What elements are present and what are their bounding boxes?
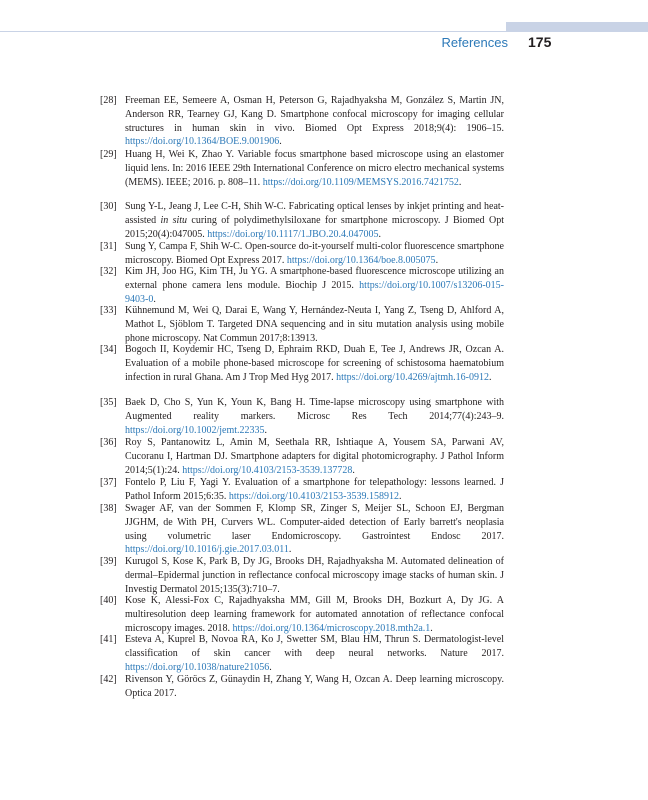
reference-number: [38] — [100, 503, 117, 514]
reference-text: Kose K, Alessi-Fox C, Rajadhyaksha MM, Gill M, Brooks DH, Bozkurt A, Dy JG. A multiresolution deep learning framework for automated annotation of reflectance confocal microscopy images. 2018. — [125, 595, 504, 634]
reference-number: [36] — [100, 437, 117, 448]
reference-item — [100, 304, 504, 345]
reference-item: [29] Huang H, Wei K, Zhao Y. Variable focus smartphone based microscope using an elastomer liquid lens. In: 2016 IEEE 29th International Conference on micro electro mechanical systems (MEMS). IEEE; 2016. p. 808–11. https://doi.org/10.1109/MEMSYS.2016.7421752. — [100, 149, 504, 188]
reference-doi-link[interactable]: https://doi.org/10.4269/ajtmh.16-0912 — [336, 371, 489, 383]
reference-text: Huang H, Wei K, Zhao Y. Variable focus smartphone based microscope using an elastomer liquid lens. In: 2016 IEEE 29th International Conference on micro electro mechanical systems (MEMS). IEEE; 2016. p. 808–11. — [125, 149, 504, 188]
reference-number: [34] — [100, 344, 117, 355]
reference-number: [31] — [100, 241, 117, 252]
reference-number: [41] — [100, 634, 117, 645]
reference-item: [40] Kose K, Alessi-Fox C, Rajadhyaksha MM, Gill M, Brooks DH, Bozkurt A, Dy JG. A multiresolution deep learning framework for automated annotation of reflectance confocal microscopy images. 2018. https://doi.org/10.1364/microscopy.2018.mth2a.1. — [100, 595, 504, 634]
reference-number: [40] — [100, 595, 117, 606]
reference-doi-link[interactable]: https://doi.org/10.1109/MEMSYS.2016.7421752 — [262, 176, 459, 188]
header-accent-bar — [506, 22, 648, 31]
reference-text: Sung Y-L, Jeang J, Lee C-H, Shih W-C. Fabricating optical lenses by inkjet printing and heat-assisted — [125, 201, 504, 226]
reference-doi-link[interactable]: https://doi.org/10.4103/2153-3539.137728 — [182, 464, 353, 476]
reference-doi-link[interactable]: https://doi.org/10.1038/nature21056 — [125, 661, 270, 673]
reference-text: Rivenson Y, Göröcs Z, Günaydin H, Zhang Y, Wang H, Ozcan A. Deep learning microscopy. Optica 2017. — [125, 674, 504, 699]
reference-text: Kühnemund M, Wei Q, Darai E, Wang Y, Hernández-Neuta I, Yang Z, Tseng D, Ahlford A, Mathot L, Sjöblom T. Targeted DNA sequencing and in situ mutation analysis using mobile phone microscopy. Nat Commun 2017;8:13913. — [125, 305, 504, 344]
reference-number: [32] — [100, 266, 117, 277]
reference-doi-link[interactable]: https://doi.org/10.1016/j.gie.2017.03.011 — [125, 544, 289, 556]
reference-item: [31] Sung Y, Campa F, Shih W-C. Open-source do-it-yourself multi-color fluorescence smartphone microscopy. Biomed Opt Express 2017. https://doi.org/10.1364/boe.8.005075. — [100, 241, 504, 266]
reference-number: [30] — [100, 201, 117, 212]
reference-text: Bogoch II, Koydemir HC, Tseng D, Ephraim RKD, Duah E, Tee J, Andrews JR, Ozcan A. Evaluation of a mobile phone-based microscope for screening of schistosoma haematobium infection in rural Ghana. Am J Trop Med Hyg 2017. — [125, 344, 504, 383]
reference-number: [37] — [100, 477, 117, 488]
reference-doi-link[interactable]: https://doi.org/10.1364/boe.8.005075 — [286, 254, 436, 266]
reference-text: Sung Y, Campa F, Shih W-C. Open-source do-it-yourself multi-color fluorescence smartphone microscopy. Biomed Opt Express 2017. — [125, 241, 504, 266]
reference-doi-link[interactable]: https://doi.org/10.1364/microscopy.2018.mth2a.1 — [232, 622, 431, 634]
reference-text: Roy S, Pantanowitz L, Amin M, Seethala RR, Ishtiaque A, Yousem SA, Parwani AV, Cucoranu I, Hartman DJ. Smartphone adapters for digital photomicrography. J Pathol Inform 2014;5(1):24. — [125, 437, 504, 476]
reference-item: [32] Kim JH, Joo HG, Kim TH, Ju YG. A smartphone-based fluorescence microscope utilizing an external phone camera lens module. Biochip J 2015. https://doi.org/10.1007/s13206-015-9403-0. — [100, 266, 504, 305]
reference-number: [29] — [100, 149, 117, 160]
reference-text: Kurugol S, Kose K, Park B, Dy JG, Brooks DH, Rajadhyaksha M. Automated delineation of dermal–Epidermal junction in reflectance confocal microscopy image stacks of human skin. J Investig Dermatol 2015;135(3):710–7. — [125, 556, 504, 595]
reference-item: [36] Roy S, Pantanowitz L, Amin M, Seethala RR, Ishtiaque A, Yousem SA, Parwani AV, Cucoranu I, Hartman DJ. Smartphone adapters for digital photomicrography. J Pathol Inform 2014;5(1):24. https://doi.org/10.4103/2153-3539.137728. — [100, 437, 504, 476]
reference-number: [39] — [100, 556, 117, 567]
reference-text: Swager AF, van der Sommen F, Klomp SR, Zinger S, Meijer SL, Schoon EJ, Bergman JJGHM, de With PH, Curvers WL. Computer-aided detection of Early barrett's neoplasia using volumetric laser Endomicroscopy. Gastrointest Endosc 2017. — [125, 503, 504, 542]
page-number: 175 — [528, 34, 552, 50]
reference-item — [100, 555, 504, 596]
reference-number: [35] — [100, 397, 117, 408]
header-rule — [0, 31, 648, 32]
reference-number: [42] — [100, 674, 117, 685]
reference-doi-link[interactable]: https://doi.org/10.1364/BOE.9.001906 — [125, 136, 280, 148]
reference-item: [35] Baek D, Cho S, Yun K, Youn K, Bang H. Time-lapse microscopy using smartphone with Augmented reality markers. Microsc Res Tech 2014;77(4):243–9. https://doi.org/10.1002/jemt.22335. — [100, 397, 504, 436]
reference-text: Freeman EE, Semeere A, Osman H, Peterson G, Rajadhyaksha M, González S, Martin JN, Anderson RR, Tearney GJ, Kang D. Smartphone confocal microscopy for imaging cellular structures in human skin in vivo. Biomed Opt Express 2018;9(4): 1906–15. — [125, 95, 504, 134]
reference-text-italic: in situ — [160, 214, 188, 226]
reference-number: [28] — [100, 95, 117, 106]
reference-text: Baek D, Cho S, Yun K, Youn K, Bang H. Time-lapse microscopy using smartphone with Augmented reality markers. Microsc Res Tech 2014;77(4):243–9. — [125, 397, 504, 422]
reference-item: [30] Sung Y-L, Jeang J, Lee C-H, Shih W-C. Fabricating optical lenses by inkjet printing and heat-assisted in situ curing of polydimethylsiloxane for smartphone microscopy. J Biomed Opt 2015;20(4):047005. https://doi.org/10.1117/1.JBO.20.4.047005. — [100, 201, 505, 240]
reference-text: Kim JH, Joo HG, Kim TH, Ju YG. A smartphone-based fluorescence microscope utilizing an external phone camera lens module. Biochip J 2015. — [125, 266, 504, 291]
reference-item — [100, 673, 504, 701]
reference-doi-link[interactable]: https://doi.org/10.4103/2153-3539.158912 — [228, 490, 399, 502]
reference-doi-link[interactable]: https://doi.org/10.1007/s13206-015-9403-0 — [125, 279, 504, 305]
reference-doi-link[interactable]: https://doi.org/10.1002/jemt.22335 — [125, 424, 265, 436]
reference-doi-link[interactable]: https://doi.org/10.1117/1.JBO.20.4.047005 — [207, 228, 379, 240]
reference-text: Fontelo P, Liu F, Yagi Y. Evaluation of a smartphone for telepathology: lessons learned. J Pathol Inform 2015;6:35. — [125, 477, 504, 502]
reference-item: [37] Fontelo P, Liu F, Yagi Y. Evaluation of a smartphone for telepathology: lessons learned. J Pathol Inform 2015;6:35. https://doi.org/10.4103/2153-3539.158912. — [100, 477, 504, 502]
reference-item: [34] Bogoch II, Koydemir HC, Tseng D, Ephraim RKD, Duah E, Tee J, Andrews JR, Ozcan A. Evaluation of a mobile phone-based microscope for screening of schistosoma haematobium infection in rural Ghana. Am J Trop Med Hyg 2017. https://doi.org/10.4269/ajtmh.16-0912. — [100, 344, 504, 383]
reference-item: [38] Swager AF, van der Sommen F, Klomp SR, Zinger S, Meijer SL, Schoon EJ, Bergman JJGHM, de With PH, Curvers WL. Computer-aided detection of Early barrett's neoplasia using volumetric laser Endomicroscopy. Gastrointest Endosc 2017. https://doi.org/10.1016/j.gie.2017.03.011. — [100, 503, 504, 556]
running-header-section: References — [441, 35, 508, 50]
reference-item: [28] Freeman EE, Semeere A, Osman H, Peterson G, Rajadhyaksha M, González S, Martin JN, Anderson RR, Tearney GJ, Kang D. Smartphone confocal microscopy for imaging cellular structures in human skin in vivo. Biomed Opt Express 2018;9(4): 1906–15. https://doi.org/10.1364/BOE.9.001906. — [100, 95, 504, 148]
reference-item: [41] Esteva A, Kuprel B, Novoa RA, Ko J, Swetter SM, Blau HM, Thrun S. Dermatologist-level classification of skin cancer with deep neural networks. Nature 2017. https://doi.org/10.1038/nature21056. — [100, 634, 504, 673]
reference-text: Esteva A, Kuprel B, Novoa RA, Ko J, Swetter SM, Blau HM, Thrun S. Dermatologist-level classification of skin cancer with deep neural networks. Nature 2017. — [125, 634, 504, 659]
reference-text: curing of polydimethylsiloxane for smartphone microscopy. J Biomed Opt 2015;20(4):047005. — [125, 214, 505, 240]
reference-number: [33] — [100, 305, 117, 316]
